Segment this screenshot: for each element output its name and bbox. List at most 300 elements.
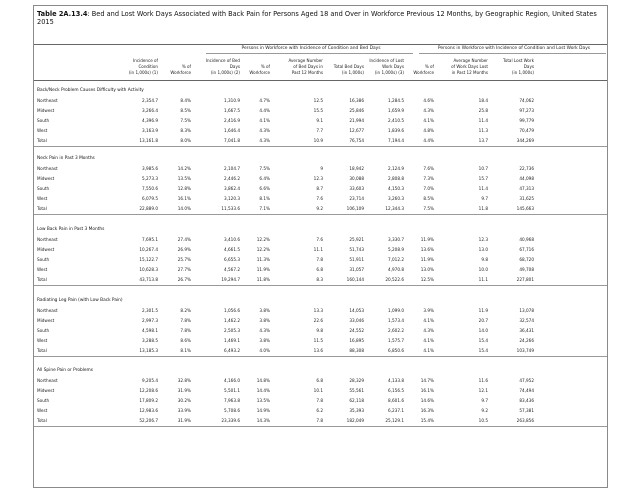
- table-cell: 12,677: [349, 128, 364, 133]
- row-label: West: [37, 267, 48, 272]
- row-label: Northeast: [37, 308, 58, 313]
- table-cell: 7.5%: [259, 166, 270, 171]
- table-cell: 3.8%: [259, 338, 270, 343]
- table-cell: 3,120.3: [224, 196, 240, 201]
- section-divider: [34, 285, 607, 286]
- table-cell: 26.9%: [177, 247, 191, 252]
- column-header-line: Work Days: [382, 63, 404, 69]
- table-cell: 1,469.1: [224, 338, 240, 343]
- table-cell: 74,062: [519, 98, 534, 103]
- table-cell: 4,661.5: [224, 247, 240, 252]
- table-cell: 15.4%: [420, 418, 434, 423]
- section-divider: [34, 426, 607, 427]
- table-cell: 14.8%: [256, 378, 270, 383]
- row-label: Total: [37, 138, 47, 143]
- table-cell: 12.8%: [177, 186, 191, 191]
- table-cell: 21,994: [349, 118, 364, 123]
- column-header-line: of Bed Days in: [293, 63, 323, 69]
- section-divider: [34, 146, 607, 147]
- table-cell: 4,166.0: [224, 378, 240, 383]
- table-cell: 43,713.8: [139, 277, 158, 282]
- table-cell: 2,997.3: [142, 318, 158, 323]
- column-header-line: (in 1,000s): [341, 69, 364, 75]
- table-cell: 30.2%: [177, 398, 191, 403]
- table-cell: 12.1: [478, 388, 488, 393]
- table-cell: 182,049: [346, 418, 364, 423]
- table-cell: 7.0%: [423, 186, 434, 191]
- header-divider: [34, 80, 607, 81]
- row-label: Northeast: [37, 98, 58, 103]
- table-cell: 15.7: [478, 176, 488, 181]
- table-cell: 10,267.4: [139, 247, 158, 252]
- row-label: Midwest: [37, 318, 55, 323]
- table-cell: 24,552: [349, 328, 364, 333]
- table-cell: 2,410.5: [388, 118, 404, 123]
- table-cell: 7.6: [316, 237, 323, 242]
- column-header-line: Days: [523, 63, 534, 69]
- table-cell: 16.1%: [420, 388, 434, 393]
- table-cell: 4.3%: [259, 128, 270, 133]
- table-cell: 7.7: [316, 128, 323, 133]
- row-label: West: [37, 196, 48, 201]
- table-cell: 25,846: [349, 108, 364, 113]
- table-cell: 1,575.7: [388, 338, 404, 343]
- table-cell: 14.0%: [177, 206, 191, 211]
- column-header-line: Past 12 Months: [291, 69, 323, 75]
- table-cell: 2,602.2: [388, 328, 404, 333]
- table-cell: 7,550.6: [142, 186, 158, 191]
- table-cell: 145,663: [516, 206, 534, 211]
- table-cell: 12.2%: [256, 247, 270, 252]
- table-cell: 3,862.4: [224, 186, 240, 191]
- table-cell: 32.8%: [177, 378, 191, 383]
- table-cell: 31,625: [519, 196, 534, 201]
- table-cell: 7.8: [316, 257, 323, 262]
- table-cell: 23,339.6: [221, 418, 240, 423]
- table-cell: 62,118: [349, 398, 364, 403]
- table-cell: 13.5%: [256, 398, 270, 403]
- table-cell: 7.1%: [259, 206, 270, 211]
- table-cell: 25,129.1: [385, 418, 404, 423]
- table-cell: 3,985.6: [142, 166, 158, 171]
- table-cell: 4,970.8: [388, 267, 404, 272]
- row-label: West: [37, 128, 48, 133]
- table-cell: 3.8%: [259, 318, 270, 323]
- table-cell: 10.0: [478, 267, 488, 272]
- table-cell: 13.5%: [177, 176, 191, 181]
- table-cell: 3.9%: [423, 308, 434, 313]
- table-cell: 4.3%: [259, 138, 270, 143]
- table-cell: 33.9%: [177, 408, 191, 413]
- table-cell: 4.1%: [423, 348, 434, 353]
- table-cell: 3,410.6: [224, 237, 240, 242]
- row-label: South: [37, 328, 50, 333]
- table-cell: 9.2: [316, 206, 323, 211]
- table-cell: 8.5%: [423, 196, 434, 201]
- row-label: Northeast: [37, 166, 58, 171]
- column-header-4: [240, 58, 270, 75]
- column-header-line: Workforce: [249, 69, 270, 75]
- table-cell: 11.9%: [256, 267, 270, 272]
- table-cell: 7,695.1: [142, 237, 158, 242]
- table-cell: 14.3%: [256, 418, 270, 423]
- section-title: Neck Pain in Past 3 Months: [37, 156, 95, 161]
- table-cell: 68,720: [519, 257, 534, 262]
- table-cell: 6.4%: [259, 176, 270, 181]
- table-cell: 6.6%: [259, 186, 270, 191]
- table-cell: 11.9%: [420, 237, 434, 242]
- row-label: South: [37, 257, 50, 262]
- table-cell: 47,952: [519, 378, 534, 383]
- table-cell: 35,393: [349, 408, 364, 413]
- table-cell: 14.9%: [256, 408, 270, 413]
- table-cell: 9,205.4: [142, 378, 158, 383]
- column-header-line: Incidence of Bed: [205, 58, 240, 63]
- table-cell: 15.5: [313, 108, 323, 113]
- table-cell: 24,266: [519, 338, 534, 343]
- table-cell: 8.1%: [259, 196, 270, 201]
- row-label: Total: [37, 418, 47, 423]
- table-cell: 1,573.4: [388, 318, 404, 323]
- table-cell: 1,659.9: [388, 108, 404, 113]
- column-header-line: Average Number: [288, 58, 323, 63]
- table-cell: 2,301.5: [142, 308, 158, 313]
- table-cell: 4.3%: [423, 108, 434, 113]
- table-cell: 26.7%: [177, 277, 191, 282]
- table-cell: 6.2: [316, 408, 323, 413]
- table-cell: 97,273: [519, 108, 534, 113]
- table-cell: 1,462.2: [224, 318, 240, 323]
- section-divider: [34, 214, 607, 215]
- table-cell: 6.8: [316, 378, 323, 383]
- table-cell: 7.3%: [423, 176, 434, 181]
- table-cell: 5,708.6: [224, 408, 240, 413]
- table-cell: 9.7: [481, 196, 488, 201]
- table-cell: 1,667.5: [224, 108, 240, 113]
- table-cell: 25.8: [478, 108, 488, 113]
- table-cell: 17,809.2: [139, 398, 158, 403]
- table-cell: 3,330.7: [388, 237, 404, 242]
- table-cell: 16.1%: [177, 196, 191, 201]
- table-cell: 18,942: [349, 166, 364, 171]
- table-cell: 7.8%: [180, 328, 191, 333]
- table-cell: 12.2%: [256, 237, 270, 242]
- table-cell: 12.3: [478, 237, 488, 242]
- row-label: South: [37, 118, 50, 123]
- table-cell: 4.4%: [423, 138, 434, 143]
- table-cell: 9: [320, 166, 323, 171]
- table-cell: 33,046: [349, 318, 364, 323]
- table-cell: 1,284.5: [388, 98, 404, 103]
- table-cell: 31.9%: [177, 388, 191, 393]
- table-cell: 13.3: [313, 308, 323, 313]
- table-cell: 14.6%: [420, 398, 434, 403]
- table-cell: 12.3: [313, 176, 323, 181]
- table-cell: 74,494: [519, 388, 534, 393]
- group-header-lost-work-days: Persons in Workforce with Incidence of Condition and Lost Work Days: [437, 46, 591, 51]
- table-cell: 6,156.5: [388, 388, 404, 393]
- table-cell: 14.2%: [177, 166, 191, 171]
- table-cell: 1,099.0: [388, 308, 404, 313]
- table-cell: 9.2: [481, 408, 488, 413]
- table-number: Table 2A.13.4: [37, 10, 88, 18]
- column-header-1: [104, 58, 158, 75]
- table-cell: 76,754: [349, 138, 364, 143]
- table-cell: 1,839.6: [388, 128, 404, 133]
- table-cell: 7.5%: [180, 118, 191, 123]
- column-header-line: % of: [424, 63, 434, 69]
- table-cell: 51,743: [349, 247, 364, 252]
- table-cell: 15.4: [478, 348, 488, 353]
- table-cell: 12,208.6: [139, 388, 158, 393]
- table-cell: 15,122.7: [139, 257, 158, 262]
- table-cell: 16,386: [349, 98, 364, 103]
- table-cell: 5,501.1: [224, 388, 240, 393]
- table-cell: 12.5: [313, 98, 323, 103]
- table-cell: 13.0%: [420, 267, 434, 272]
- table-cell: 9.8: [316, 328, 323, 333]
- table-cell: 20.7: [478, 318, 488, 323]
- table-cell: 27.7%: [177, 267, 191, 272]
- column-header-line: of Work Days Lost: [451, 63, 488, 69]
- table-cell: 11.1: [313, 247, 323, 252]
- table-cell: 4,598.1: [142, 328, 158, 333]
- table-cell: 103,749: [516, 348, 534, 353]
- table-cell: 9.1: [316, 118, 323, 123]
- table-cell: 3,163.9: [142, 128, 158, 133]
- table-cell: 31,057: [349, 267, 364, 272]
- table-cell: 7,194.4: [388, 138, 404, 143]
- table-cell: 8.7: [316, 186, 323, 191]
- table-cell: 1,056.6: [224, 308, 240, 313]
- section-title: Low Back Pain in Past 3 Months: [37, 227, 105, 232]
- table-cell: 344,269: [516, 138, 534, 143]
- table-cell: 8.5%: [180, 108, 191, 113]
- group-underline-lost: [419, 53, 606, 54]
- column-header-line: Incidence of: [133, 58, 158, 63]
- table-cell: 227,801: [516, 277, 534, 282]
- table-cell: 36,431: [519, 328, 534, 333]
- table-cell: 11,533.6: [221, 206, 240, 211]
- column-header-line: (in 1,000s) (3): [374, 69, 404, 75]
- table-cell: 3,260.3: [388, 196, 404, 201]
- row-label: Total: [37, 348, 47, 353]
- table-cell: 2,505.3: [224, 328, 240, 333]
- table-cell: 6,850.6: [388, 348, 404, 353]
- table-cell: 11.9%: [420, 257, 434, 262]
- section-title: Back/Neck Problem Causes Difficulty with Activity: [37, 88, 144, 93]
- column-header-line: Incidence of Lost: [369, 58, 404, 63]
- column-header-10: [488, 58, 534, 75]
- table-cell: 13.7: [478, 138, 488, 143]
- column-header-line: in Past 12 Months: [451, 69, 488, 75]
- table-cell: 2,124.9: [388, 166, 404, 171]
- table-cell: 4.3%: [259, 328, 270, 333]
- table-cell: 88,308: [349, 348, 364, 353]
- section-divider: [34, 356, 607, 357]
- column-header-5: [269, 58, 323, 75]
- table-cell: 2,354.7: [142, 98, 158, 103]
- table-cell: 4.1%: [423, 118, 434, 123]
- section-title: Radiating Leg Pain (with Low Back Pain): [37, 298, 123, 303]
- table-cell: 22.6: [313, 318, 323, 323]
- table-cell: 11.5: [313, 338, 323, 343]
- table-cell: 10,628.3: [139, 267, 158, 272]
- table-cell: 160,144: [346, 277, 364, 282]
- table-cell: 31.9%: [177, 418, 191, 423]
- table-cell: 10.9: [313, 138, 323, 143]
- column-header-line: Workforce: [170, 69, 191, 75]
- table-cell: 52,206.7: [139, 418, 158, 423]
- table-cell: 4.1%: [423, 318, 434, 323]
- table-cell: 11.8%: [256, 277, 270, 282]
- table-cell: 49,708: [519, 267, 534, 272]
- table-cell: 4,150.3: [388, 186, 404, 191]
- table-cell: 12,983.6: [139, 408, 158, 413]
- row-label: Midwest: [37, 247, 55, 252]
- table-cell: 22,736: [519, 166, 534, 171]
- section-title: All Spine Pain or Problems: [37, 368, 93, 373]
- table-cell: 7.8: [316, 418, 323, 423]
- table-title: [37, 10, 602, 27]
- table-cell: 20,522.6: [385, 277, 404, 282]
- table-cell: 7,012.2: [388, 257, 404, 262]
- table-cell: 14,053: [349, 308, 364, 313]
- group-underline-bed: [206, 53, 413, 54]
- table-cell: 25.7%: [177, 257, 191, 262]
- table-cell: 8.1%: [180, 348, 191, 353]
- table-cell: 8.6%: [180, 338, 191, 343]
- table-cell: 7,963.8: [224, 398, 240, 403]
- table-cell: 14.0: [478, 328, 488, 333]
- table-cell: 3,266.4: [142, 108, 158, 113]
- table-cell: 4.6%: [423, 98, 434, 103]
- table-cell: 16.3%: [420, 408, 434, 413]
- table-cell: 99,779: [519, 118, 534, 123]
- row-label: Northeast: [37, 378, 58, 383]
- table-cell: 13.6%: [420, 247, 434, 252]
- table-cell: 3.8%: [259, 308, 270, 313]
- table-cell: 6.8: [316, 267, 323, 272]
- table-cell: 8.0%: [180, 138, 191, 143]
- table-cell: 8.3: [316, 277, 323, 282]
- table-cell: 11.6: [478, 378, 488, 383]
- table-cell: 30,088: [349, 176, 364, 181]
- table-cell: 106,109: [346, 206, 364, 211]
- row-label: Total: [37, 277, 47, 282]
- table-cell: 27.4%: [177, 237, 191, 242]
- table-cell: 44,098: [519, 176, 534, 181]
- table-cell: 2,104.7: [224, 166, 240, 171]
- row-label: Midwest: [37, 108, 55, 113]
- table-cell: 12.5%: [420, 277, 434, 282]
- column-header-line: % of: [181, 63, 191, 69]
- table-cell: 11.9: [478, 308, 488, 313]
- table-cell: 32,574: [519, 318, 534, 323]
- table-cell: 13.6: [313, 348, 323, 353]
- group-header-bed-days: Persons in Workforce with Incidence of Condition and Bed Days: [241, 46, 381, 51]
- table-cell: 6,079.5: [142, 196, 158, 201]
- table-cell: 5,208.9: [388, 247, 404, 252]
- table-cell: 11.3: [478, 128, 488, 133]
- table-cell: 7,041.8: [224, 138, 240, 143]
- column-header-7: [350, 58, 404, 75]
- table-cell: 11.8: [478, 206, 488, 211]
- row-label: Midwest: [37, 388, 55, 393]
- table-cell: 70,479: [519, 128, 534, 133]
- table-cell: 33,603: [349, 186, 364, 191]
- table-cell: 83,436: [519, 398, 534, 403]
- title-divider: [34, 44, 607, 45]
- table-cell: 10.7: [478, 166, 488, 171]
- row-label: West: [37, 338, 48, 343]
- column-header-line: Condition: [138, 63, 158, 69]
- table-cell: 7.6%: [423, 166, 434, 171]
- table-cell: 13.0: [478, 247, 488, 252]
- table-cell: 1,310.9: [224, 98, 240, 103]
- table-cell: 67,716: [519, 247, 534, 252]
- column-header-line: (in 1,000s): [511, 69, 534, 75]
- row-label: South: [37, 186, 50, 191]
- row-label: Northeast: [37, 237, 58, 242]
- column-header-3: [186, 58, 240, 75]
- table-cell: 7.8%: [180, 318, 191, 323]
- table-cell: 2,416.9: [224, 118, 240, 123]
- table-cell: 12,344.3: [385, 206, 404, 211]
- table-cell: 2,446.2: [224, 176, 240, 181]
- table-cell: 13,161.8: [139, 138, 158, 143]
- column-header-line: Total Lost Work: [503, 58, 534, 63]
- table-cell: 55,561: [349, 388, 364, 393]
- table-cell: 19,294.7: [221, 277, 240, 282]
- table-cell: 11.1: [478, 277, 488, 282]
- table-cell: 47,313: [519, 186, 534, 191]
- table-cell: 40,968: [519, 237, 534, 242]
- table-cell: 6,493.2: [224, 348, 240, 353]
- column-header-line: Workforce: [413, 69, 434, 75]
- table-cell: 6,237.1: [388, 408, 404, 413]
- row-label: West: [37, 408, 48, 413]
- table-cell: 7.5%: [423, 206, 434, 211]
- table-cell: 28,329: [349, 378, 364, 383]
- table-cell: 4.3%: [423, 328, 434, 333]
- table-cell: 4.1%: [423, 338, 434, 343]
- table-cell: 3,288.5: [142, 338, 158, 343]
- table-cell: 4.0%: [259, 348, 270, 353]
- table-cell: 7.8: [316, 398, 323, 403]
- table-cell: 11.3%: [256, 257, 270, 262]
- table-cell: 13,185.3: [139, 348, 158, 353]
- table-cell: 22,889.0: [139, 206, 158, 211]
- table-cell: 57,381: [519, 408, 534, 413]
- column-header-9: [430, 58, 488, 75]
- table-cell: 11.4: [478, 186, 488, 191]
- table-cell: 4.4%: [259, 108, 270, 113]
- column-header-line: Total Bed Days: [333, 63, 364, 69]
- table-cell: 4.7%: [259, 98, 270, 103]
- table-cell: 8.4%: [180, 98, 191, 103]
- table-cell: 2,808.8: [388, 176, 404, 181]
- table-cell: 23,714: [349, 196, 364, 201]
- table-cell: 16,895: [349, 338, 364, 343]
- row-label: Midwest: [37, 176, 55, 181]
- table-title-text: : Bed and Lost Work Days Associated with Back Pain for Persons Aged 18 and Over in Workforce Previous 12 Months, by Geographic Region, United States 2015: [37, 10, 597, 27]
- column-header-line: (in 1,000s) (2): [210, 69, 240, 75]
- row-label: Total: [37, 206, 47, 211]
- table-cell: 263,856: [516, 418, 534, 423]
- table-cell: 8.3%: [180, 128, 191, 133]
- table-cell: 11.4: [478, 118, 488, 123]
